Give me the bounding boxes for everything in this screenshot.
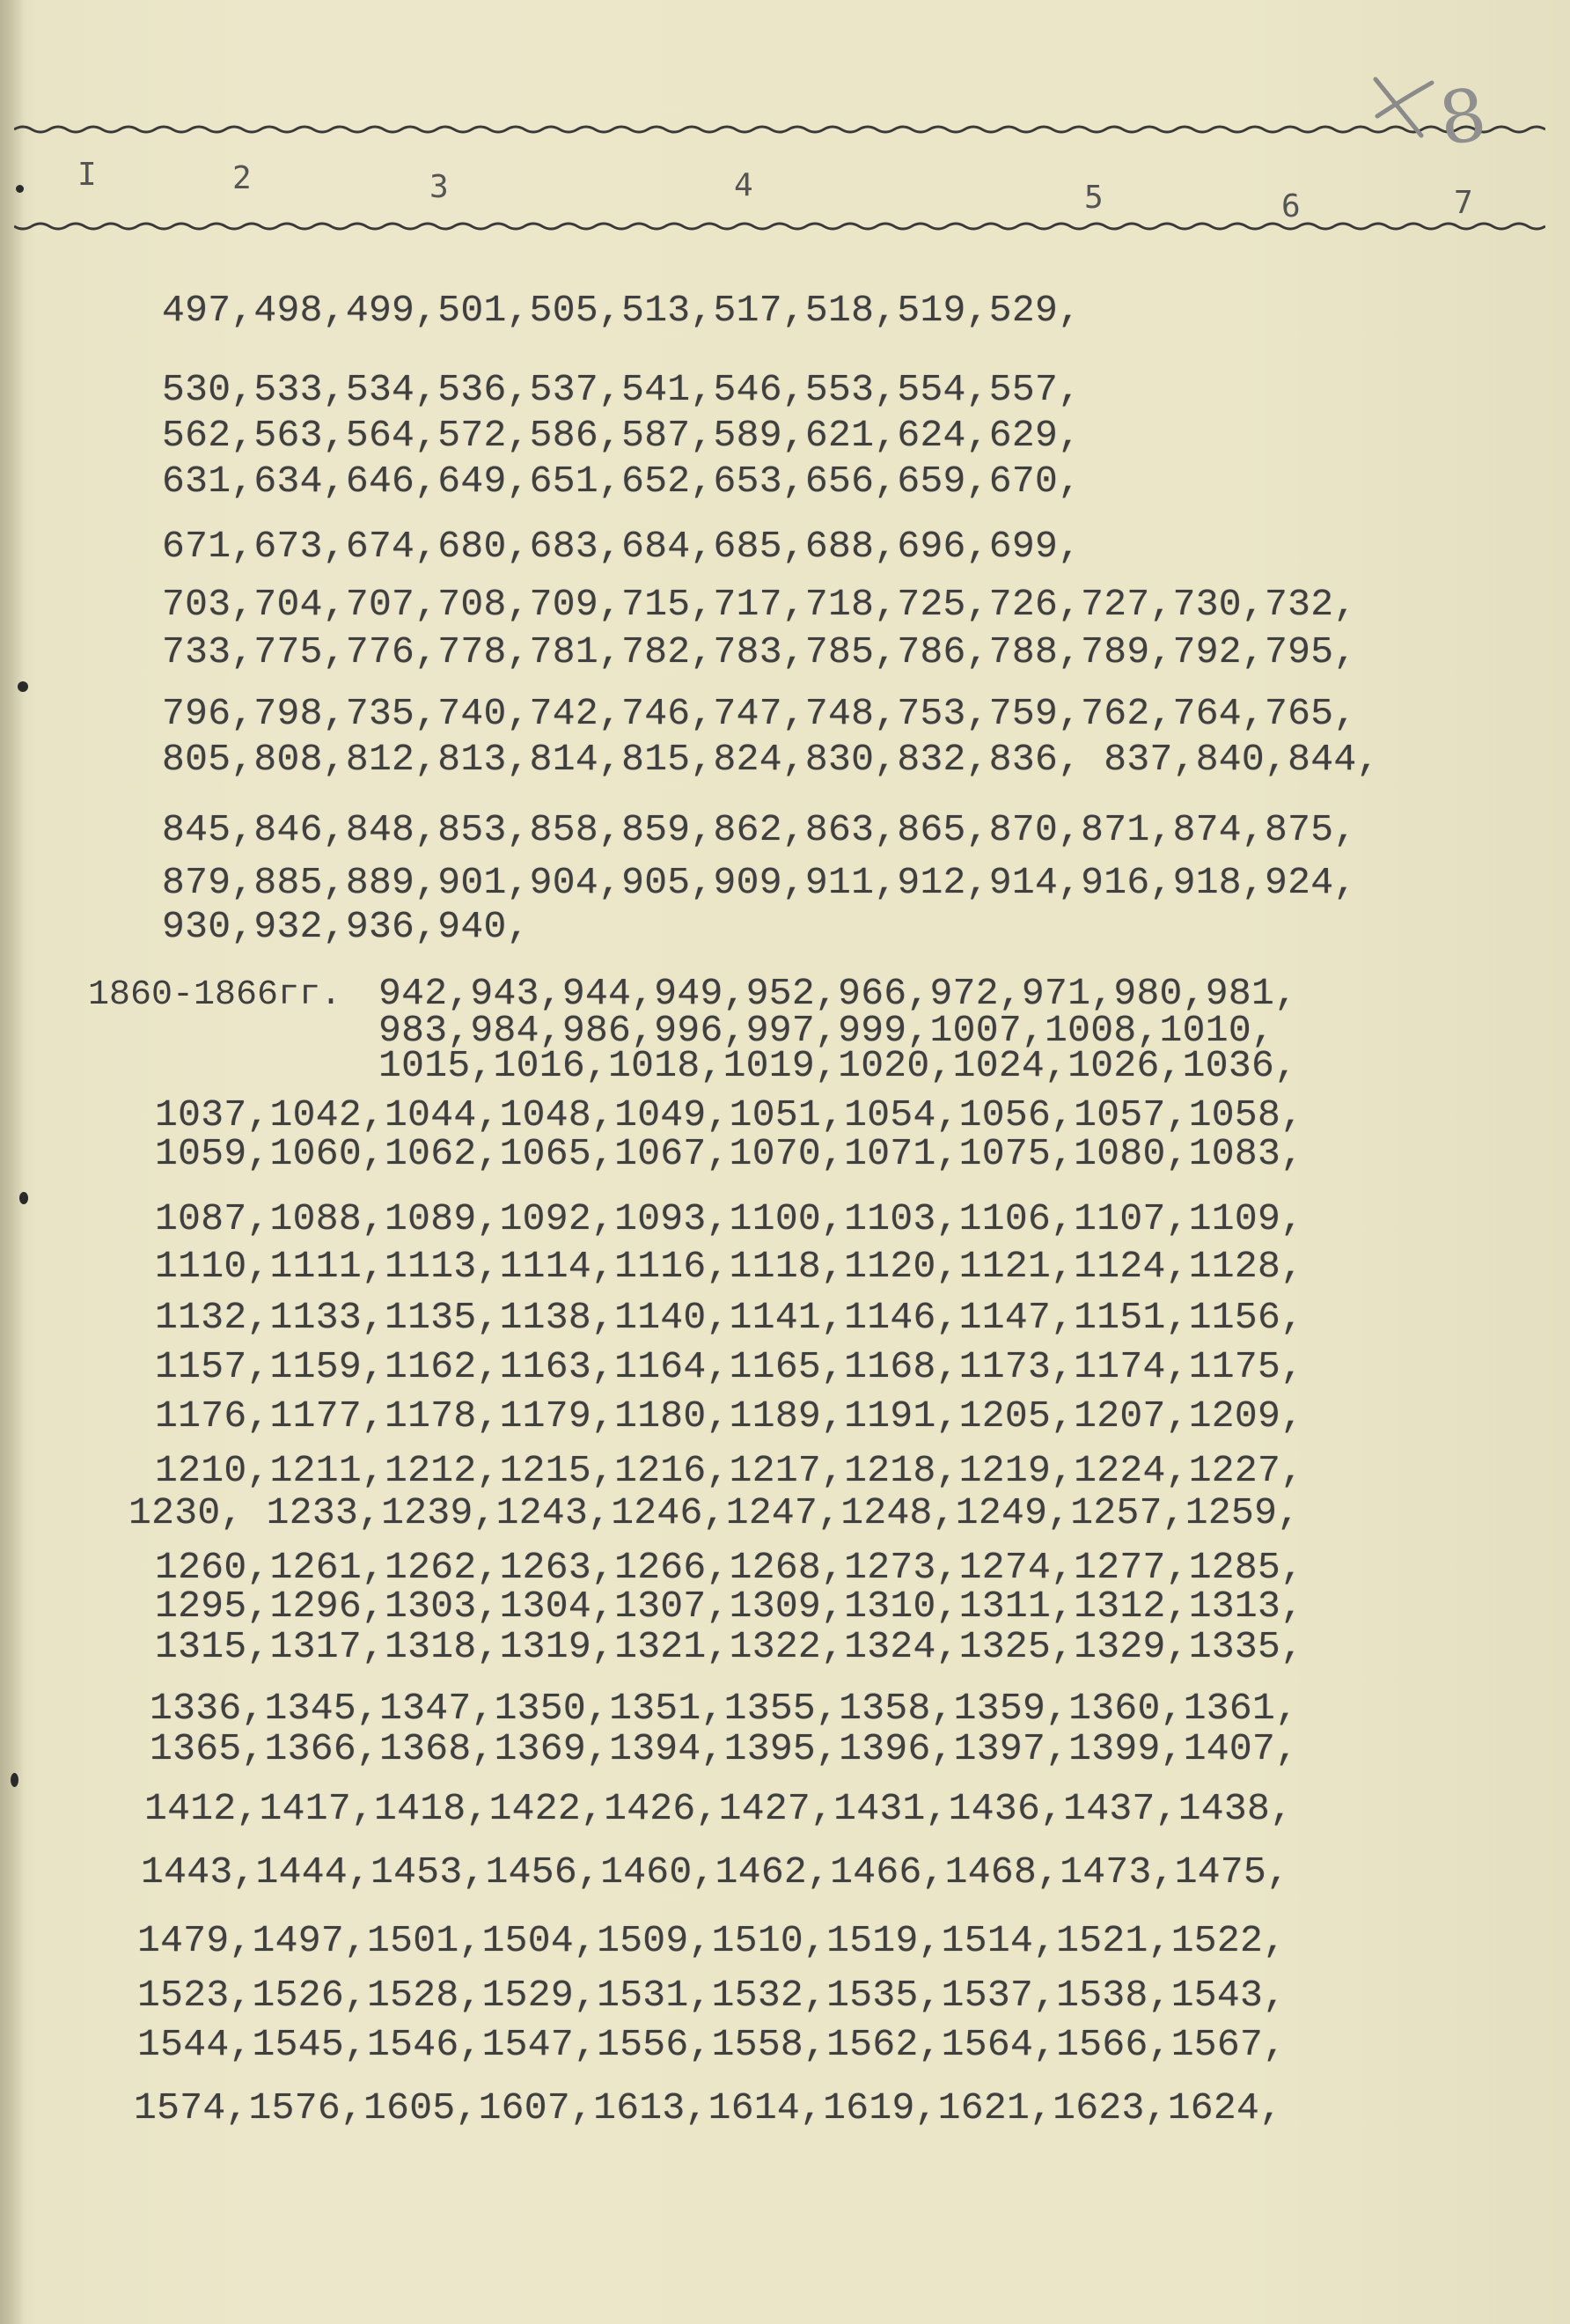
column-number: 7 <box>1454 185 1473 221</box>
text-line: 1132,1133,1135,1138,1140,1141,1146,1147,1151,1156, <box>155 1296 1304 1339</box>
text-line: 1157,1159,1162,1163,1164,1165,1168,1173,1174,1175, <box>155 1345 1304 1388</box>
column-number: 3 <box>429 169 449 205</box>
text-line: 1110,1111,1113,1114,1116,1118,1120,1121,1124,1128, <box>155 1245 1304 1288</box>
text-line: 733,775,776,778,781,782,783,785,786,788,789,792,795, <box>162 630 1357 673</box>
text-line: 1037,1042,1044,1048,1049,1051,1054,1056,1057,1058, <box>155 1093 1304 1136</box>
text-line: 1412,1417,1418,1422,1426,1427,1431,1436,1437,1438, <box>144 1787 1294 1830</box>
date-range-label: 1860-1866гг. <box>88 975 342 1015</box>
text-line: 1574,1576,1605,1607,1613,1614,1619,1621,1623,1624, <box>134 2086 1283 2129</box>
text-line: 1230, 1233,1239,1243,1246,1247,1248,1249,1257,1259, <box>128 1491 1301 1534</box>
text-line: 930,932,936,940, <box>162 905 530 948</box>
column-number: I <box>77 157 97 193</box>
column-number: 4 <box>734 167 753 203</box>
column-number: 5 <box>1084 180 1104 216</box>
text-line: 1176,1177,1178,1179,1180,1189,1191,1205,1207,1209, <box>155 1394 1304 1438</box>
text-line: 796,798,735,740,742,746,747,748,753,759,762,764,765, <box>162 692 1357 735</box>
text-line: 1479,1497,1501,1504,1509,1510,1519,1514,1521,1522, <box>137 1919 1287 1962</box>
text-line: 530,533,534,536,537,541,546,553,554,557, <box>162 368 1082 411</box>
text-line: 1087,1088,1089,1092,1093,1100,1103,1106,1107,1109, <box>155 1197 1304 1240</box>
column-number: 2 <box>232 160 252 196</box>
text-line: 671,673,674,680,683,684,685,688,696,699, <box>162 525 1082 568</box>
text-line: 1260,1261,1262,1263,1266,1268,1273,1274,1277,1285, <box>155 1546 1304 1589</box>
text-line: 1523,1526,1528,1529,1531,1532,1535,1537,1538,1543, <box>137 1974 1287 2017</box>
text-line: 1336,1345,1347,1350,1351,1355,1358,1359,1360,1361, <box>150 1687 1299 1730</box>
text-line: 703,704,707,708,709,715,717,718,725,726,727,730,732, <box>162 583 1357 626</box>
text-line: 562,563,564,572,586,587,589,621,624,629, <box>162 414 1082 457</box>
text-line: 1315,1317,1318,1319,1321,1322,1324,1325,1329,1335, <box>155 1625 1304 1668</box>
text-line: 1443,1444,1453,1456,1460,1462,1466,1468,1473,1475, <box>141 1850 1290 1894</box>
text-line: 497,498,499,501,505,513,517,518,519,529, <box>162 289 1082 332</box>
column-number: 6 <box>1281 188 1301 224</box>
text-line: 1015,1016,1018,1019,1020,1024,1026,1036, <box>378 1044 1298 1087</box>
text-line: 1365,1366,1368,1369,1394,1395,1396,1397,1399,1407, <box>150 1727 1299 1770</box>
text-line: 942,943,944,949,952,966,972,971,980,981, <box>378 972 1298 1015</box>
text-line: 1295,1296,1303,1304,1307,1309,1310,1311,1312,1313, <box>155 1585 1304 1628</box>
text-line: 1544,1545,1546,1547,1556,1558,1562,1564,1566,1567, <box>137 2023 1287 2066</box>
text-line: 1210,1211,1212,1215,1216,1217,1218,1219,1224,1227, <box>155 1449 1304 1492</box>
text-line: 805,808,812,813,814,815,824,830,832,836, 837,840,844, <box>162 738 1380 781</box>
text-line: 1059,1060,1062,1065,1067,1070,1071,1075,1080,1083, <box>155 1132 1304 1175</box>
handwritten-page-number: 8 <box>1434 72 1492 163</box>
text-line: 631,634,646,649,651,652,653,656,659,670, <box>162 460 1082 503</box>
text-line: 879,885,889,901,904,905,909,911,912,914,916,918,924, <box>162 861 1357 904</box>
text-line: 845,846,848,853,858,859,862,863,865,870,871,874,875, <box>162 808 1357 851</box>
text-line: 983,984,986,996,997,999,1007,1008,1010, <box>378 1009 1275 1052</box>
